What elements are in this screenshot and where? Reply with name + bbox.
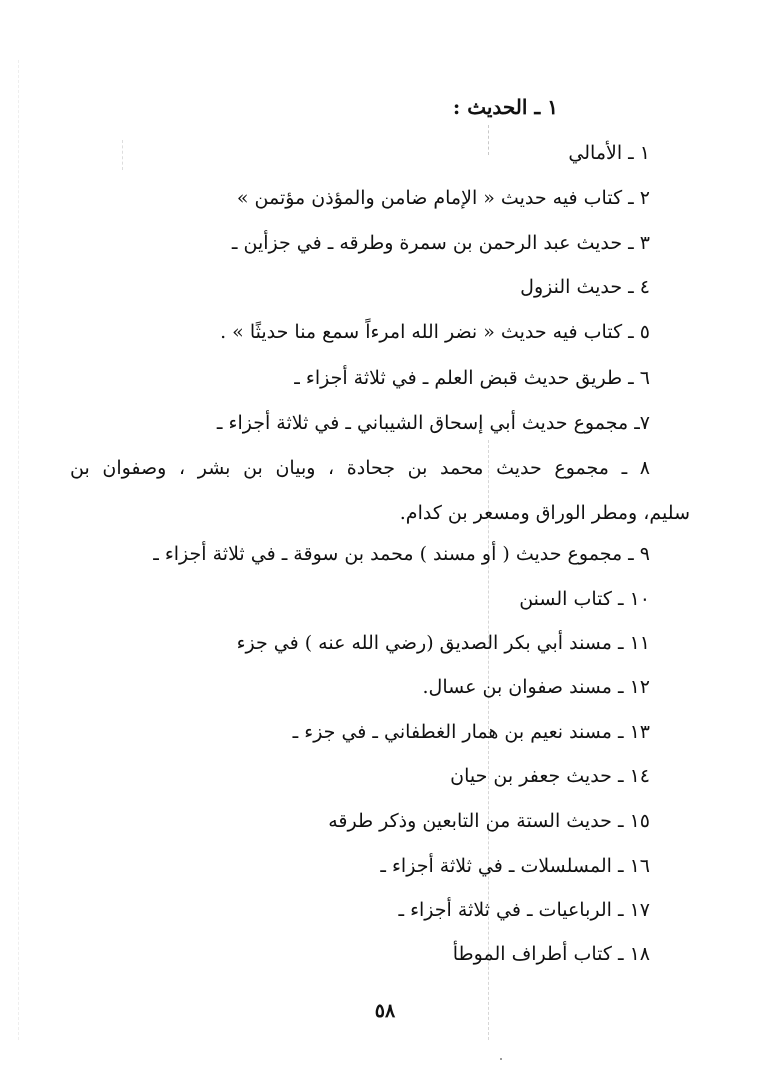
list-item: ٨ ـ مجموع حديث محمد بن جحادة ، وبيان بن بشر ، وصفوان بن (70, 457, 650, 479)
page-number: ٥٨ (374, 1000, 396, 1022)
list-item: ٩ ـ مجموع حديث ( أو مسند ) محمد بن سوقة ـ في ثلاثة أجزاء ـ (153, 543, 650, 565)
list-item: ١٥ ـ حديث الستة من التابعين وذكر طرقه (328, 810, 650, 832)
list-item: ١١ ـ مسند أبي بكر الصديق (رضي الله عنه ) في جزء (236, 632, 650, 654)
list-item: ٤ ـ حديث النزول (520, 276, 650, 298)
scan-dot (500, 1058, 502, 1060)
list-item: ٧ـ مجموع حديث أبي إسحاق الشيباني ـ في ثلاثة أجزاء ـ (216, 412, 650, 434)
list-item: ٣ ـ حديث عبد الرحمن بن سمرة وطرقه ـ في جزأين ـ (231, 232, 650, 254)
scan-margin-line (18, 60, 19, 1040)
section-heading: ١ ـ الحديث : (452, 95, 558, 119)
list-item-continuation: سليم، ومطر الوراق ومسعر بن كدام. (399, 502, 690, 524)
list-item: ١٦ ـ المسلسلات ـ في ثلاثة أجزاء ـ (380, 855, 650, 877)
list-item: ١٨ ـ كتاب أطراف الموطأ (452, 943, 650, 965)
list-item: ١٣ ـ مسند نعيم بن همار الغطفاني ـ في جزء ـ (292, 721, 650, 743)
list-item: ١٤ ـ حديث جعفر بن حيان (450, 765, 650, 787)
list-item: ١٧ ـ الرباعيات ـ في ثلاثة أجزاء ـ (398, 899, 650, 921)
list-item: ٢ ـ كتاب فيه حديث « الإمام ضامن والمؤذن مؤتمن » (236, 187, 650, 209)
list-item: ٥ ـ كتاب فيه حديث « نضر الله امرءاً سمع منا حديثًا » . (220, 321, 650, 343)
list-item: ١ ـ الأمالي (568, 142, 650, 164)
list-item: ١٠ ـ كتاب السنن (519, 588, 650, 610)
list-item: ١٢ ـ مسند صفوان بن عسال. (422, 676, 650, 698)
list-item: ٦ ـ طريق حديث قبض العلم ـ في ثلاثة أجزاء ـ (294, 367, 650, 389)
